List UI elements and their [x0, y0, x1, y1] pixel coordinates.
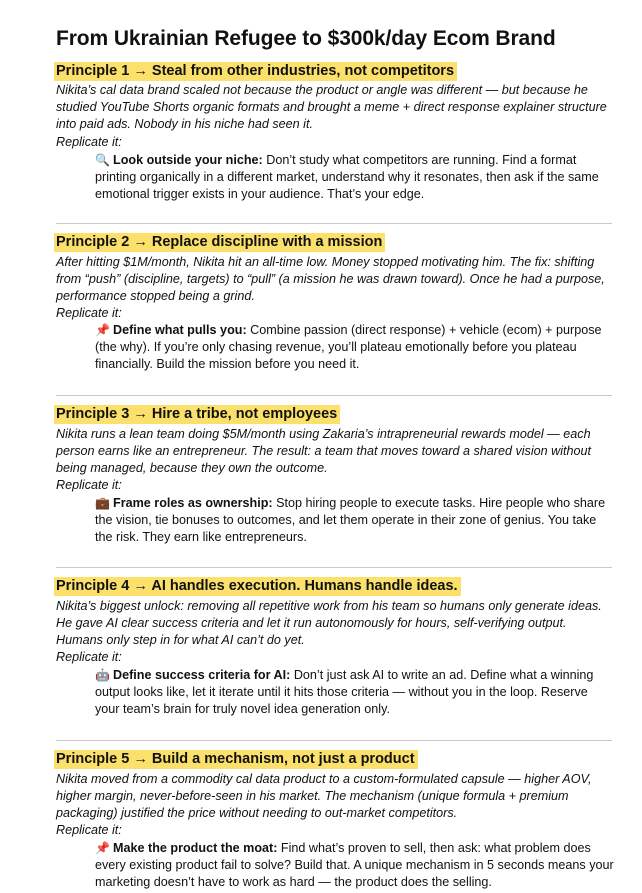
principle-3-heading: Principle 3 → Hire a tribe, not employees — [54, 405, 340, 424]
pin-icon: 📌 — [95, 841, 110, 855]
section-divider — [56, 567, 612, 568]
principle-4-heading: Principle 4 → AI handles execution. Humans handle ideas. — [54, 577, 461, 596]
principle-5-tip-text: Find what’s proven to sell, then ask: what problem does every existing product fail to solve? Build that. A unique mechanism in 5 seconds means your marketing doesn’t have to work as hard — the product does the selling. — [95, 841, 614, 889]
principle-2-heading: Principle 2 → Replace discipline with a mission — [54, 233, 385, 252]
principle-2-body: After hitting $1M/month, Nikita hit an all-time low. Money stopped motivating him. The fix: shifting from “push” (discipline, targets) to “pull” (a mission he was drawn toward). Once he had a purpose, performance stopped being a grind. — [56, 255, 605, 303]
robot-icon: 🤖 — [95, 668, 110, 682]
section-divider — [56, 223, 612, 224]
principle-1-tip — [95, 152, 615, 203]
principle-4-tip — [95, 667, 615, 718]
briefcase-icon: 💼 — [95, 496, 110, 510]
principle-5-replicate-label: Replicate it: — [56, 823, 122, 837]
principle-5-tip — [95, 840, 615, 891]
principle-4-replicate-label: Replicate it: — [56, 650, 122, 664]
page-title: From Ukrainian Refugee to $300k/day Ecom Brand — [56, 27, 556, 50]
principle-5-heading: Principle 5 → Build a mechanism, not just a product — [54, 750, 418, 769]
principle-1-tip-text: Don’t study what competitors are running. Find a format printing organically in a different market, understand why it resonates, then ask if the same emotional trigger exists in your audience. That’s your edge. — [95, 153, 599, 201]
section-divider — [56, 740, 612, 741]
principle-5-body: Nikita moved from a commodity cal data product to a custom-formulated capsule — higher AOV, higher margin, never-before-seen in his market. The mechanism (unique formula + premium packaging) justified the price without needing to out-market competitors. — [56, 772, 592, 820]
principle-3-tip-text: Stop hiring people to execute tasks. Hire people who share the vision, tie bonuses to outcomes, and let them operate in their zone of genius. You take the risk. They earn like entrepreneurs. — [95, 496, 606, 544]
principle-4-tip-text: Don’t just ask AI to write an ad. Define what a winning output looks like, let it iterate until it hits those criteria — without you in the loop. Reserve your team’s brain for truly novel idea generation only. — [95, 668, 594, 716]
principle-2-tip — [95, 322, 615, 373]
principle-3-tip — [95, 495, 615, 546]
principle-1-replicate-label: Replicate it: — [56, 135, 122, 149]
principle-1-body: Nikita’s cal data brand scaled not because the product or angle was different — but because he studied YouTube Shorts organic formats and brought a meme + direct response explainer structure into paid ads. Nobody in his niche had seen it. — [56, 83, 607, 131]
pin-icon: 📌 — [95, 323, 110, 337]
principle-2-tip-title: Define what pulls you: — [113, 323, 247, 337]
principle-1-heading: Principle 1 → Steal from other industries, not competitors — [54, 62, 457, 81]
principle-2-replicate-label: Replicate it: — [56, 306, 122, 320]
principle-3-tip-title: Frame roles as ownership: — [113, 496, 273, 510]
principle-4-body: Nikita’s biggest unlock: removing all repetitive work from his team so humans only generate ideas. He gave AI clear success criteria and let it run autonomously for hours, self-verifying output. Humans only step in for what AI can’t do yet. — [56, 599, 602, 647]
principle-5-tip-title: Make the product the moat: — [113, 841, 278, 855]
principle-1-tip-title: Look outside your niche: — [113, 153, 263, 167]
magnifier-icon: 🔍 — [95, 153, 110, 167]
principle-3-replicate-label: Replicate it: — [56, 478, 122, 492]
principle-3-body: Nikita runs a lean team doing $5M/month using Zakaria’s intrapreneurial rewards model — each person earns like an entrepreneur. The result: a team that moves toward a shared vision without being managed, because they own the outcome. — [56, 427, 592, 475]
section-divider — [56, 395, 612, 396]
principle-4-tip-title: Define success criteria for AI: — [113, 668, 291, 682]
principle-2-tip-text: Combine passion (direct response) + vehicle (ecom) + purpose (the why). If you’re only chasing revenue, you’ll plateau emotionally before you plateau financially. Build the mission before you need it. — [95, 323, 602, 371]
